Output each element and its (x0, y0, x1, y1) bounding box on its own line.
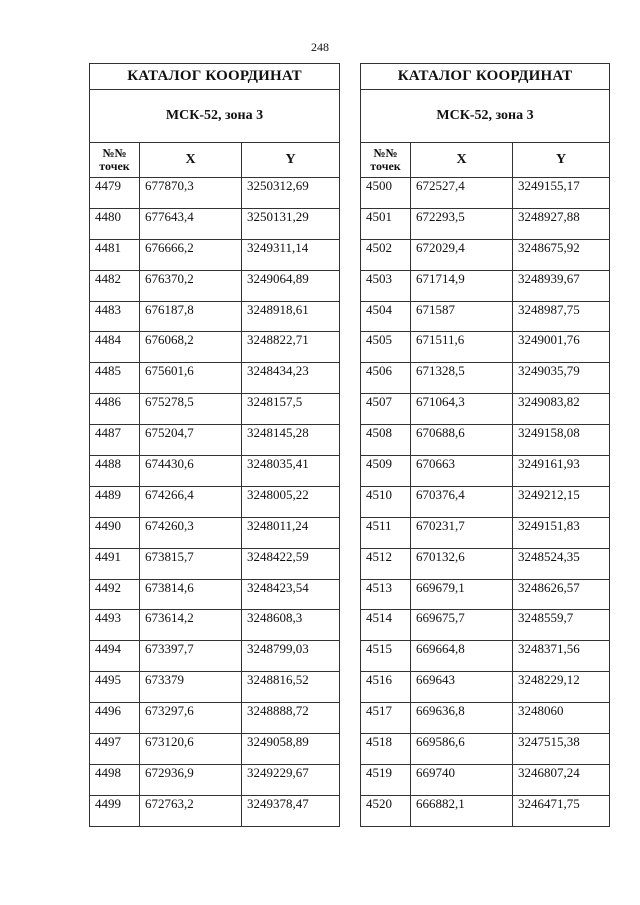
table-row (361, 734, 610, 765)
table-row (90, 734, 340, 765)
coord-y: 3248559,7 (513, 610, 610, 641)
coord-y: 3249001,76 (513, 332, 610, 363)
table-row (361, 332, 610, 363)
coord-x: 677643,4 (140, 208, 242, 239)
table-row (361, 208, 610, 239)
catalog-title: КАТАЛОГ КООРДИНАТ (361, 64, 610, 90)
point-number: 4506 (361, 363, 411, 394)
coord-x: 669586,6 (411, 734, 513, 765)
point-number: 4519 (361, 764, 411, 795)
coord-x: 673814,6 (140, 579, 242, 610)
coord-y: 3249151,83 (513, 517, 610, 548)
table-row (90, 764, 340, 795)
column-header-y: Y (242, 143, 340, 178)
catalog-body-left (90, 178, 340, 827)
table-row (361, 672, 610, 703)
table-row (361, 579, 610, 610)
column-header-y: Y (513, 143, 610, 178)
point-header-line2: точек (99, 159, 130, 173)
point-number: 4509 (361, 456, 411, 487)
coord-x: 673120,6 (140, 734, 242, 765)
table-row (90, 486, 340, 517)
table-row (361, 610, 610, 641)
table-row (90, 208, 340, 239)
table-row (90, 332, 340, 363)
point-header-line2: точек (370, 159, 401, 173)
coordinate-system: МСК-52, зона 3 (361, 90, 610, 143)
coord-x: 669636,8 (411, 703, 513, 734)
coord-x: 670688,6 (411, 425, 513, 456)
point-number: 4485 (90, 363, 140, 394)
coord-x: 670663 (411, 456, 513, 487)
coord-y: 3248423,54 (242, 579, 340, 610)
catalog-body-right (361, 178, 610, 827)
point-number: 4514 (361, 610, 411, 641)
coord-y: 3249229,67 (242, 764, 340, 795)
coord-y: 3248918,61 (242, 301, 340, 332)
page-number: 248 (311, 40, 329, 54)
coord-x: 673379 (140, 672, 242, 703)
coord-x: 669679,1 (411, 579, 513, 610)
point-number: 4505 (361, 332, 411, 363)
point-number: 4492 (90, 579, 140, 610)
point-number: 4493 (90, 610, 140, 641)
table-row (90, 425, 340, 456)
coord-y: 3247515,38 (513, 734, 610, 765)
table-row (361, 394, 610, 425)
table-row (361, 795, 610, 826)
point-header-line1: №№ (373, 146, 398, 160)
coordinate-catalog-right (360, 63, 610, 827)
point-number: 4484 (90, 332, 140, 363)
coord-y: 3248608,3 (242, 610, 340, 641)
coord-y: 3248422,59 (242, 548, 340, 579)
coord-x: 669664,8 (411, 641, 513, 672)
point-number: 4480 (90, 208, 140, 239)
coord-y: 3248145,28 (242, 425, 340, 456)
table-row (361, 456, 610, 487)
coord-x: 671587 (411, 301, 513, 332)
coord-y: 3248987,75 (513, 301, 610, 332)
point-number: 4487 (90, 425, 140, 456)
table-row (361, 239, 610, 270)
point-number: 4500 (361, 178, 411, 209)
catalog-title: КАТАЛОГ КООРДИНАТ (90, 64, 340, 90)
coord-y: 3249058,89 (242, 734, 340, 765)
coord-y: 3248927,88 (513, 208, 610, 239)
coord-x: 671714,9 (411, 270, 513, 301)
table-row (361, 548, 610, 579)
coord-x: 674266,4 (140, 486, 242, 517)
table-row (90, 517, 340, 548)
coord-x: 673397,7 (140, 641, 242, 672)
table-row (361, 517, 610, 548)
table-row (90, 610, 340, 641)
coord-x: 675601,6 (140, 363, 242, 394)
coord-y: 3248888,72 (242, 703, 340, 734)
table-row (361, 641, 610, 672)
table-row (90, 363, 340, 394)
coord-x: 672029,4 (411, 239, 513, 270)
column-header-x: X (140, 143, 242, 178)
table-row (90, 795, 340, 826)
point-number: 4501 (361, 208, 411, 239)
table-row (90, 579, 340, 610)
coord-y: 3248675,92 (513, 239, 610, 270)
table-row (90, 239, 340, 270)
coord-y: 3250131,29 (242, 208, 340, 239)
point-number: 4494 (90, 641, 140, 672)
point-number: 4490 (90, 517, 140, 548)
table-row (90, 301, 340, 332)
point-number: 4482 (90, 270, 140, 301)
point-number: 4496 (90, 703, 140, 734)
coord-y: 3248799,03 (242, 641, 340, 672)
table-row (90, 456, 340, 487)
coord-x: 677870,3 (140, 178, 242, 209)
table-row (90, 270, 340, 301)
coord-x: 675204,7 (140, 425, 242, 456)
point-number: 4513 (361, 579, 411, 610)
coord-x: 675278,5 (140, 394, 242, 425)
table-row (361, 363, 610, 394)
table-row (361, 178, 610, 209)
table-row (90, 641, 340, 672)
coord-x: 673297,6 (140, 703, 242, 734)
column-header-point (90, 143, 140, 178)
table-row (361, 301, 610, 332)
coord-x: 676370,2 (140, 270, 242, 301)
coord-x: 669675,7 (411, 610, 513, 641)
coord-x: 671328,5 (411, 363, 513, 394)
column-header-x: X (411, 143, 513, 178)
point-number: 4511 (361, 517, 411, 548)
coord-x: 676666,2 (140, 239, 242, 270)
coord-y: 3248005,22 (242, 486, 340, 517)
coord-y: 3248626,57 (513, 579, 610, 610)
coord-y: 3249161,93 (513, 456, 610, 487)
point-number: 4508 (361, 425, 411, 456)
coord-y: 3249378,47 (242, 795, 340, 826)
coord-x: 673815,7 (140, 548, 242, 579)
column-header-point (361, 143, 411, 178)
coord-y: 3248524,35 (513, 548, 610, 579)
coord-y: 3248939,67 (513, 270, 610, 301)
coord-x: 672763,2 (140, 795, 242, 826)
point-number: 4520 (361, 795, 411, 826)
coord-y: 3248035,41 (242, 456, 340, 487)
coord-y: 3249155,17 (513, 178, 610, 209)
coord-y: 3249212,15 (513, 486, 610, 517)
table-row (361, 764, 610, 795)
point-number: 4504 (361, 301, 411, 332)
coord-x: 669740 (411, 764, 513, 795)
point-number: 4481 (90, 239, 140, 270)
point-header-line1: №№ (102, 146, 127, 160)
coord-y: 3249083,82 (513, 394, 610, 425)
point-number: 4510 (361, 486, 411, 517)
coord-y: 3248371,56 (513, 641, 610, 672)
coord-y: 3248157,5 (242, 394, 340, 425)
point-number: 4503 (361, 270, 411, 301)
coord-y: 3248434,23 (242, 363, 340, 394)
coord-y: 3249035,79 (513, 363, 610, 394)
point-number: 4483 (90, 301, 140, 332)
coord-y: 3249064,89 (242, 270, 340, 301)
coord-x: 672293,5 (411, 208, 513, 239)
table-row (90, 548, 340, 579)
table-row (90, 178, 340, 209)
coord-x: 676068,2 (140, 332, 242, 363)
point-number: 4498 (90, 764, 140, 795)
point-number: 4499 (90, 795, 140, 826)
point-number: 4517 (361, 703, 411, 734)
coord-y: 3248060 (513, 703, 610, 734)
point-number: 4516 (361, 672, 411, 703)
table-row (90, 394, 340, 425)
coord-y: 3248229,12 (513, 672, 610, 703)
coord-x: 670376,4 (411, 486, 513, 517)
coord-x: 672527,4 (411, 178, 513, 209)
point-number: 4518 (361, 734, 411, 765)
table-row (90, 703, 340, 734)
coordinate-catalog-left (89, 63, 340, 827)
coord-x: 676187,8 (140, 301, 242, 332)
coord-x: 671064,3 (411, 394, 513, 425)
coord-y: 3250312,69 (242, 178, 340, 209)
table-row (361, 486, 610, 517)
point-number: 4502 (361, 239, 411, 270)
table-row (90, 672, 340, 703)
coordinate-system: МСК-52, зона 3 (90, 90, 340, 143)
coord-x: 671511,6 (411, 332, 513, 363)
table-row (361, 270, 610, 301)
coord-y: 3248822,71 (242, 332, 340, 363)
coord-x: 669643 (411, 672, 513, 703)
coord-y: 3246807,24 (513, 764, 610, 795)
point-number: 4486 (90, 394, 140, 425)
point-number: 4491 (90, 548, 140, 579)
point-number: 4495 (90, 672, 140, 703)
coord-x: 674430,6 (140, 456, 242, 487)
point-number: 4489 (90, 486, 140, 517)
coord-y: 3246471,75 (513, 795, 610, 826)
coord-x: 674260,3 (140, 517, 242, 548)
point-number: 4497 (90, 734, 140, 765)
coord-y: 3249158,08 (513, 425, 610, 456)
point-number: 4512 (361, 548, 411, 579)
table-row (361, 703, 610, 734)
coord-y: 3249311,14 (242, 239, 340, 270)
coord-x: 670132,6 (411, 548, 513, 579)
point-number: 4515 (361, 641, 411, 672)
coord-x: 666882,1 (411, 795, 513, 826)
point-number: 4488 (90, 456, 140, 487)
coord-x: 673614,2 (140, 610, 242, 641)
coord-x: 672936,9 (140, 764, 242, 795)
coord-y: 3248816,52 (242, 672, 340, 703)
point-number: 4479 (90, 178, 140, 209)
table-row (361, 425, 610, 456)
coord-y: 3248011,24 (242, 517, 340, 548)
coord-x: 670231,7 (411, 517, 513, 548)
point-number: 4507 (361, 394, 411, 425)
